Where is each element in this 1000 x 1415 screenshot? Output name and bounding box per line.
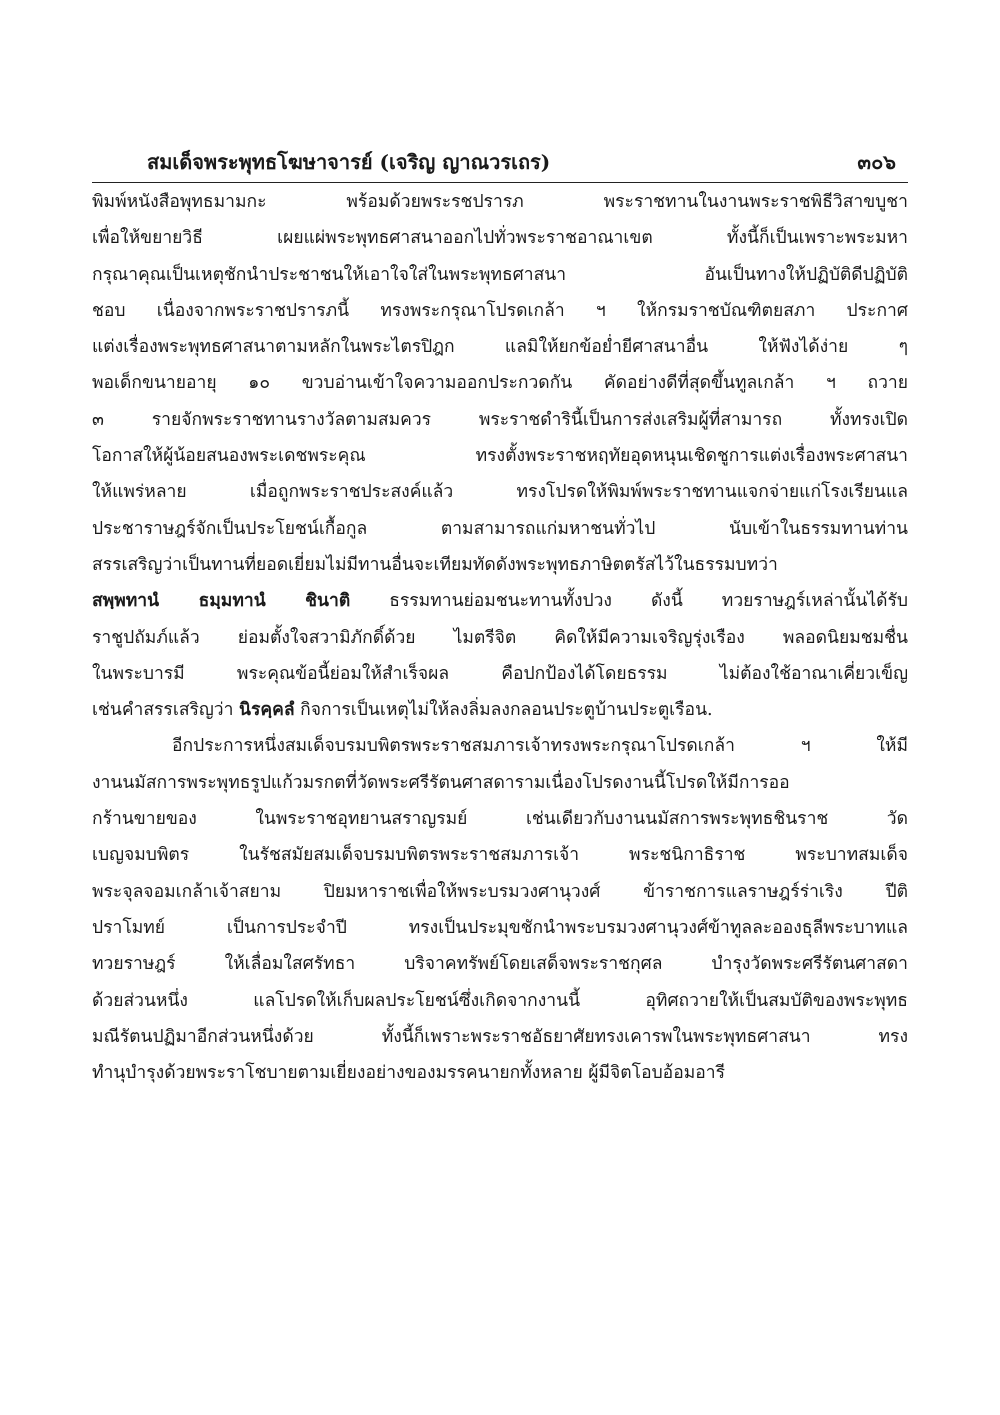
text-line: งานนมัสการพระพุทธรูปแก้วมรกตที่วัดพระศรีรัตนศาสดารามเนื่องโปรดงานนี้โปรดให้มีการออ (92, 772, 790, 793)
pali-quote: สพฺพทานํ ธมฺมทานํ ชินาติ (92, 591, 351, 612)
text-line: พอเด็กขนายอายุ ๑๐ ขวบอ่านเข้าใจความออกประกวดกัน คัดอย่างดีที่สุดขึ้นทูลเกล้า ฯ ถวาย (92, 373, 908, 394)
text-line: ประชาราษฎร์จักเป็นประโยชน์เกื้อกูล ตามสามารถแก่มหาชนทั่วไป นับเข้าในธรรมทานท่าน (92, 518, 908, 539)
text-line: สรรเสริญว่าเป็นทานที่ยอดเยี่ยมไม่มีทานอื่นจะเทียมทัดดังพระพุทธภาษิตตรัสไว้ในธรรมบทว่า (92, 554, 778, 575)
text-line: ด้วยส่วนหนึ่ง แลโปรดให้เก็บผลประโยชน์ซึ่งเกิดจากงานนี้ อุทิศถวายให้เป็นสมบัติของพระพุทธ (92, 990, 908, 1011)
text-line: ชอบ เนื่องจากพระราชปรารภนี้ ทรงพระกรุณาโปรดเกล้า ฯ ให้กรมราชบัณฑิตยสภา ประกาศ (92, 300, 908, 321)
text-line: ทวยราษฎร์ ให้เลื่อมใสศรัทธา บริจาคทรัพย์โดยเสด็จพระราชกุศล บำรุงวัดพระศรีรัตนศาสดา (92, 954, 908, 975)
text-line: ราชูปถัมภ์แล้ว ย่อมตั้งใจสวามิภักดิ์ด้วย ไมตรีจิต คิดให้มีความเจริญรุ่งเรือง พลอดนิยมชมชื่น (92, 627, 908, 648)
closing-line (92, 692, 908, 728)
closing-bold-term: นิรคฺคลํ (239, 700, 295, 721)
text-line: โอกาสให้ผู้น้อยสนองพระเดชพระคุณ ทรงตั้งพระราชหฤทัยอุดหนุนเชิดชูการแต่งเรื่องพระศาสนา (92, 446, 908, 467)
page-number: ๓๐๖ (857, 150, 896, 174)
chapter-title: สมเด็จพระพุทธโฆษาจารย์ (เจริญ ญาณวรเถร) (147, 150, 551, 174)
text-line: กรุณาคุณเป็นเหตุชักนำประชาชนให้เอาใจใส่ในพระพุทธศาสนา อันเป็นทางให้ปฏิบัติดีปฏิบัติ (92, 264, 908, 285)
text-line: ให้แพร่หลาย เมื่อถูกพระราชประสงค์แล้ว ทรงโปรดให้พิมพ์พระราชทานแจกจ่ายแก่โรงเรียนแล (92, 482, 908, 503)
text-line: ปราโมทย์ เป็นการประจำปี ทรงเป็นประมุขชักนำพระบรมวงศานุวงศ์ข้าทูลละอองธุลีพระบาทแล (92, 917, 908, 938)
text-line: เพื่อให้ขยายวิธี เผยแผ่พระพุทธศาสนาออกไปทั่วพระราชอาณาเขต ทั้งนี้ก็เป็นเพราะพระมหา (92, 228, 908, 249)
closing-suffix: กิจการเป็นเหตุไม่ให้ลงลิ่มลงกลอนประตูบ้านประตูเรือน. (300, 700, 713, 721)
text-line: มณีรัตนปฏิมาอีกส่วนหนึ่งด้วย ทั้งนี้ก็เพราะพระราชอัธยาศัยทรงเคารพในพระพุทธศาสนา ทรง (92, 1026, 908, 1047)
text-line: กร้านขายของ ในพระราชอุทยานสราญรมย์ เช่นเดียวกับงานนมัสการพระพุทธชินราช วัด (92, 809, 908, 830)
paragraph-first-line: อีกประการหนึ่งสมเด็จบรมบพิตรพระราชสมภารเจ้าทรงพระกรุณาโปรดเกล้า ฯ ให้มี (172, 736, 908, 757)
text-line: ทำนุบำรุงด้วยพระราโชบายตามเยี่ยงอย่างของมรรคนายกทั้งหลาย ผู้มีจิตโอบอ้อมอารี (92, 1063, 725, 1084)
text-line: ในพระบารมี พระคุณข้อนี้ย่อมให้สำเร็จผล คือปกป้องได้โดยธรรม ไม่ต้องใช้อาณาเคี่ยวเข็ญ (92, 663, 908, 684)
text-line: แต่งเรื่องพระพุทธศาสนาตามหลักในพระไตรปิฎก แลมิให้ยกข้อย่ำยีศาสนาอื่น ให้ฟังได้ง่าย ๆ (92, 337, 908, 358)
pali-translation: ธรรมทานย่อมชนะทานทั้งปวง ดังนี้ ทวยราษฎร์เหล่านั้นได้รับ (389, 591, 908, 612)
text-line: พิมพ์หนังสือพุทธมามกะ พร้อมด้วยพระรชปรารภ พระราชทานในงานพระราชพิธีวิสาขบูชา (92, 192, 908, 212)
body-text (92, 184, 908, 1091)
page-header (92, 146, 908, 183)
closing-prefix: เช่นคำสรรเสริญว่า (92, 700, 234, 721)
pali-quote-line (92, 583, 908, 619)
text-line: ๓ รายจักพระราชทานรางวัลตามสมควร พระราชดำรินี้เป็นการส่งเสริมผู้ที่สามารถ ทั้งทรงเปิด (92, 409, 908, 430)
text-line: เบญจมบพิตร ในรัชสมัยสมเด็จบรมบพิตรพระราชสมภารเจ้า พระชนิกาธิราช พระบาทสมเด็จ (92, 845, 908, 866)
text-line: พระจุลจอมเกล้าเจ้าสยาม ปิยมหาราชเพื่อให้พระบรมวงศานุวงศ์ ข้าราชการแลราษฎร์ร่าเริง ปีติ (92, 881, 908, 902)
